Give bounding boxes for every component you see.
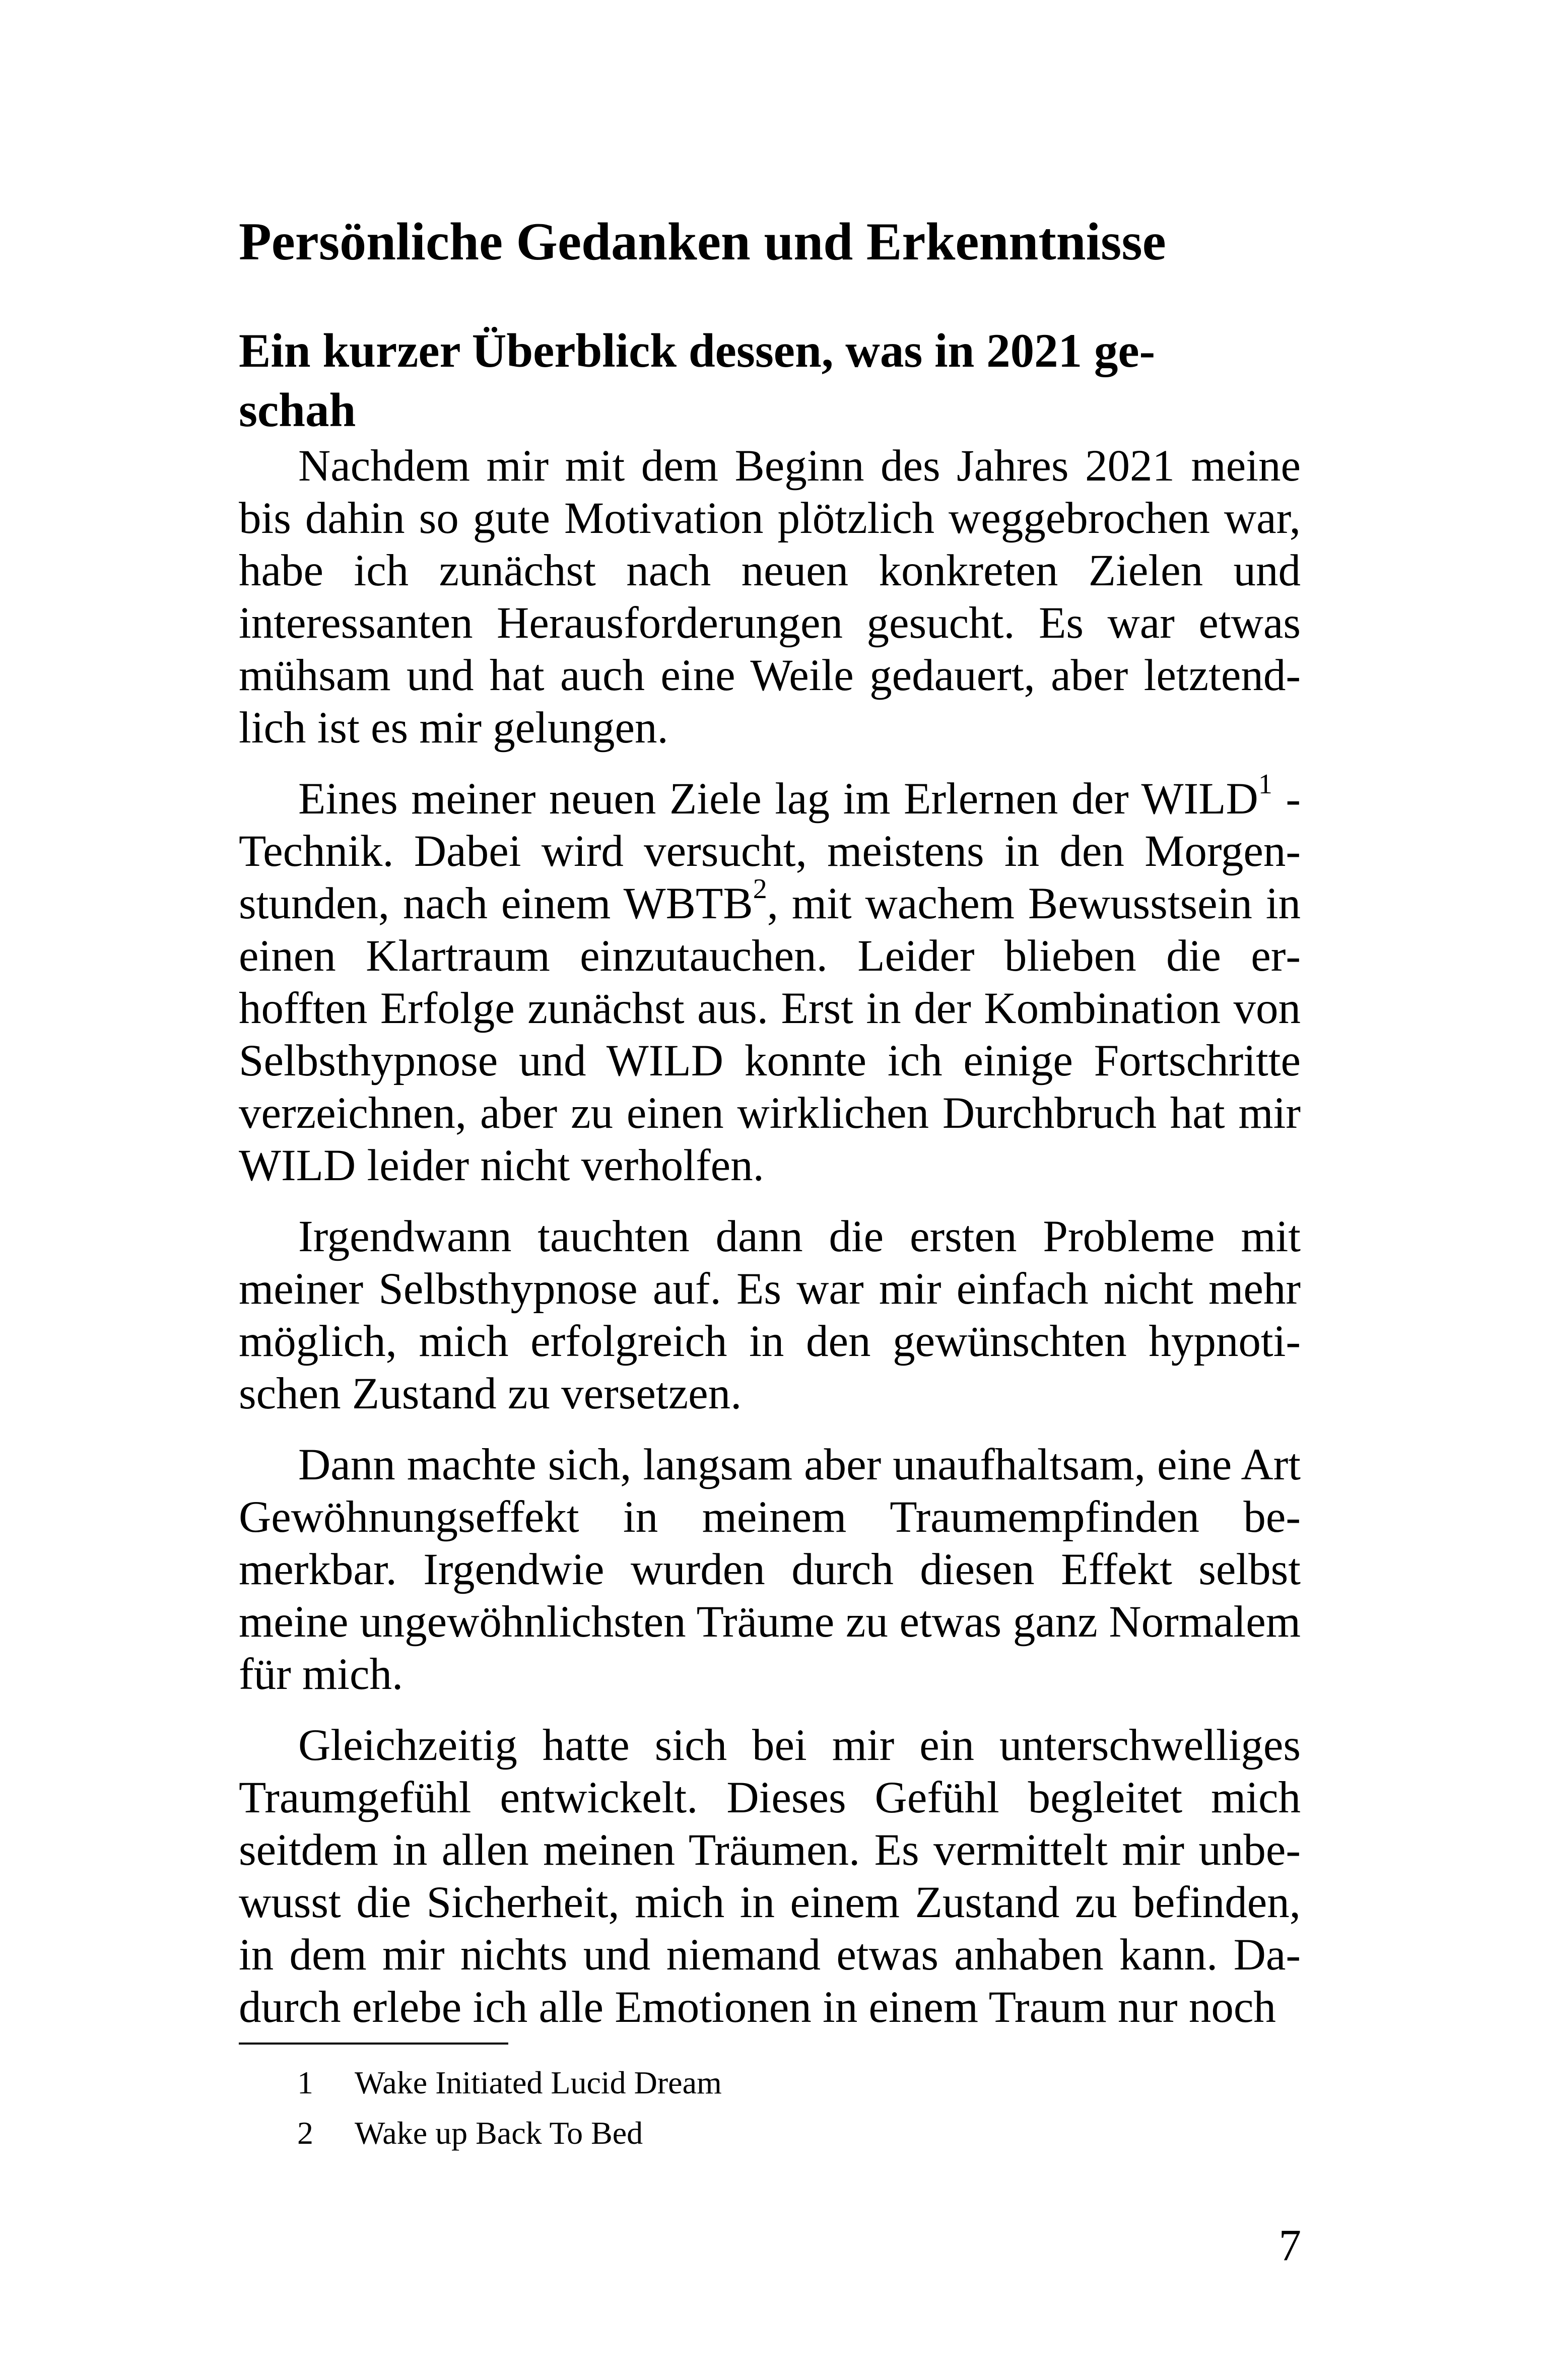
paragraph-4: Dann machte sich, langsam aber unaufhaltsam, eine Art Gewöhnungseffekt in meinem Traumempfinden bemerkbar. Irgendwie wurden durch diesen Effekt selbst meine ungewöhnlichsten Träume zu etwas ganz Normalem für mich. bbox=[239, 1440, 1301, 1699]
footnote-2 bbox=[239, 2115, 643, 2152]
section-title-line-1: Ein kurzer Überblick dessen, was in 2021 ge- bbox=[239, 324, 1156, 377]
page-number: 7 bbox=[1279, 2221, 1301, 2270]
paragraph-1: Nachdem mir mit dem Beginn des Jahres 2021 meine bis dahin so gute Motivation plötzlich weggebrochen war, habe ich zunächst nach neuen konkreten Zielen und interessanten Herausforderungen gesucht. Es war etwas mühsam und hat auch eine Weile gedauert, aber letztendlich ist es mir gelungen. bbox=[239, 441, 1301, 753]
footnote-ref-2: 2 bbox=[753, 873, 767, 905]
body-text bbox=[239, 440, 1301, 2033]
main-text-block bbox=[239, 204, 1301, 2033]
paragraph-2 bbox=[239, 769, 1301, 1192]
footnote-divider bbox=[239, 2043, 508, 2045]
paragraph-2-part-a: Eines meiner neuen Ziele lag im Erlernen der WILD bbox=[298, 774, 1258, 824]
paragraph-5: Gleichzeitig hatte sich bei mir ein unterschwelliges Traumgefühl entwickelt. Dieses Gefühl begleitet mich seitdem in allen meinen Träumen. Es vermittelt mir unbewusst die Sicherheit, mich in einem Zustand zu befinden, in dem mir nichts und niemand etwas anhaben kann. Dadurch erlebe ich alle Emotionen in einem Traum nur noch bbox=[239, 1721, 1301, 2032]
section-title-line-2: schah bbox=[239, 383, 356, 437]
footnote-1-number: 1 bbox=[297, 2065, 313, 2100]
footnote-ref-1: 1 bbox=[1258, 769, 1272, 800]
footnote-2-text: Wake up Back To Bed bbox=[355, 2115, 643, 2151]
paragraph-2-part-b: -Technik. Dabei wird versucht, meistens in den Morgenstunden, nach einem WBTB bbox=[239, 774, 1301, 928]
paragraph-2-part-c: , mit wachem Bewusstsein in einen Klartraum einzutauchen. Leider blieben die erhofften Erfolge zunächst aus. Erst in der Kombination von Selbsthypnose und WILD konnte ich einige Fortschritte verzeichnen, aber zu einen wirklichen Durchbruch hat mir WILD leider nicht verholfen. bbox=[239, 879, 1301, 1190]
footnote-1 bbox=[239, 2064, 722, 2101]
section-title bbox=[239, 321, 1301, 440]
footnote-2-number: 2 bbox=[297, 2115, 313, 2151]
paragraph-3: Irgendwann tauchten dann die ersten Probleme mit meiner Selbsthypnose auf. Es war mir einfach nicht mehr möglich, mich erfolgreich in den gewünschten hypnotischen Zustand zu versetzen. bbox=[239, 1212, 1301, 1418]
footnote-1-text: Wake Initiated Lucid Dream bbox=[355, 2065, 722, 2100]
chapter-title: Persönliche Gedanken und Erkenntnisse bbox=[239, 212, 1166, 271]
